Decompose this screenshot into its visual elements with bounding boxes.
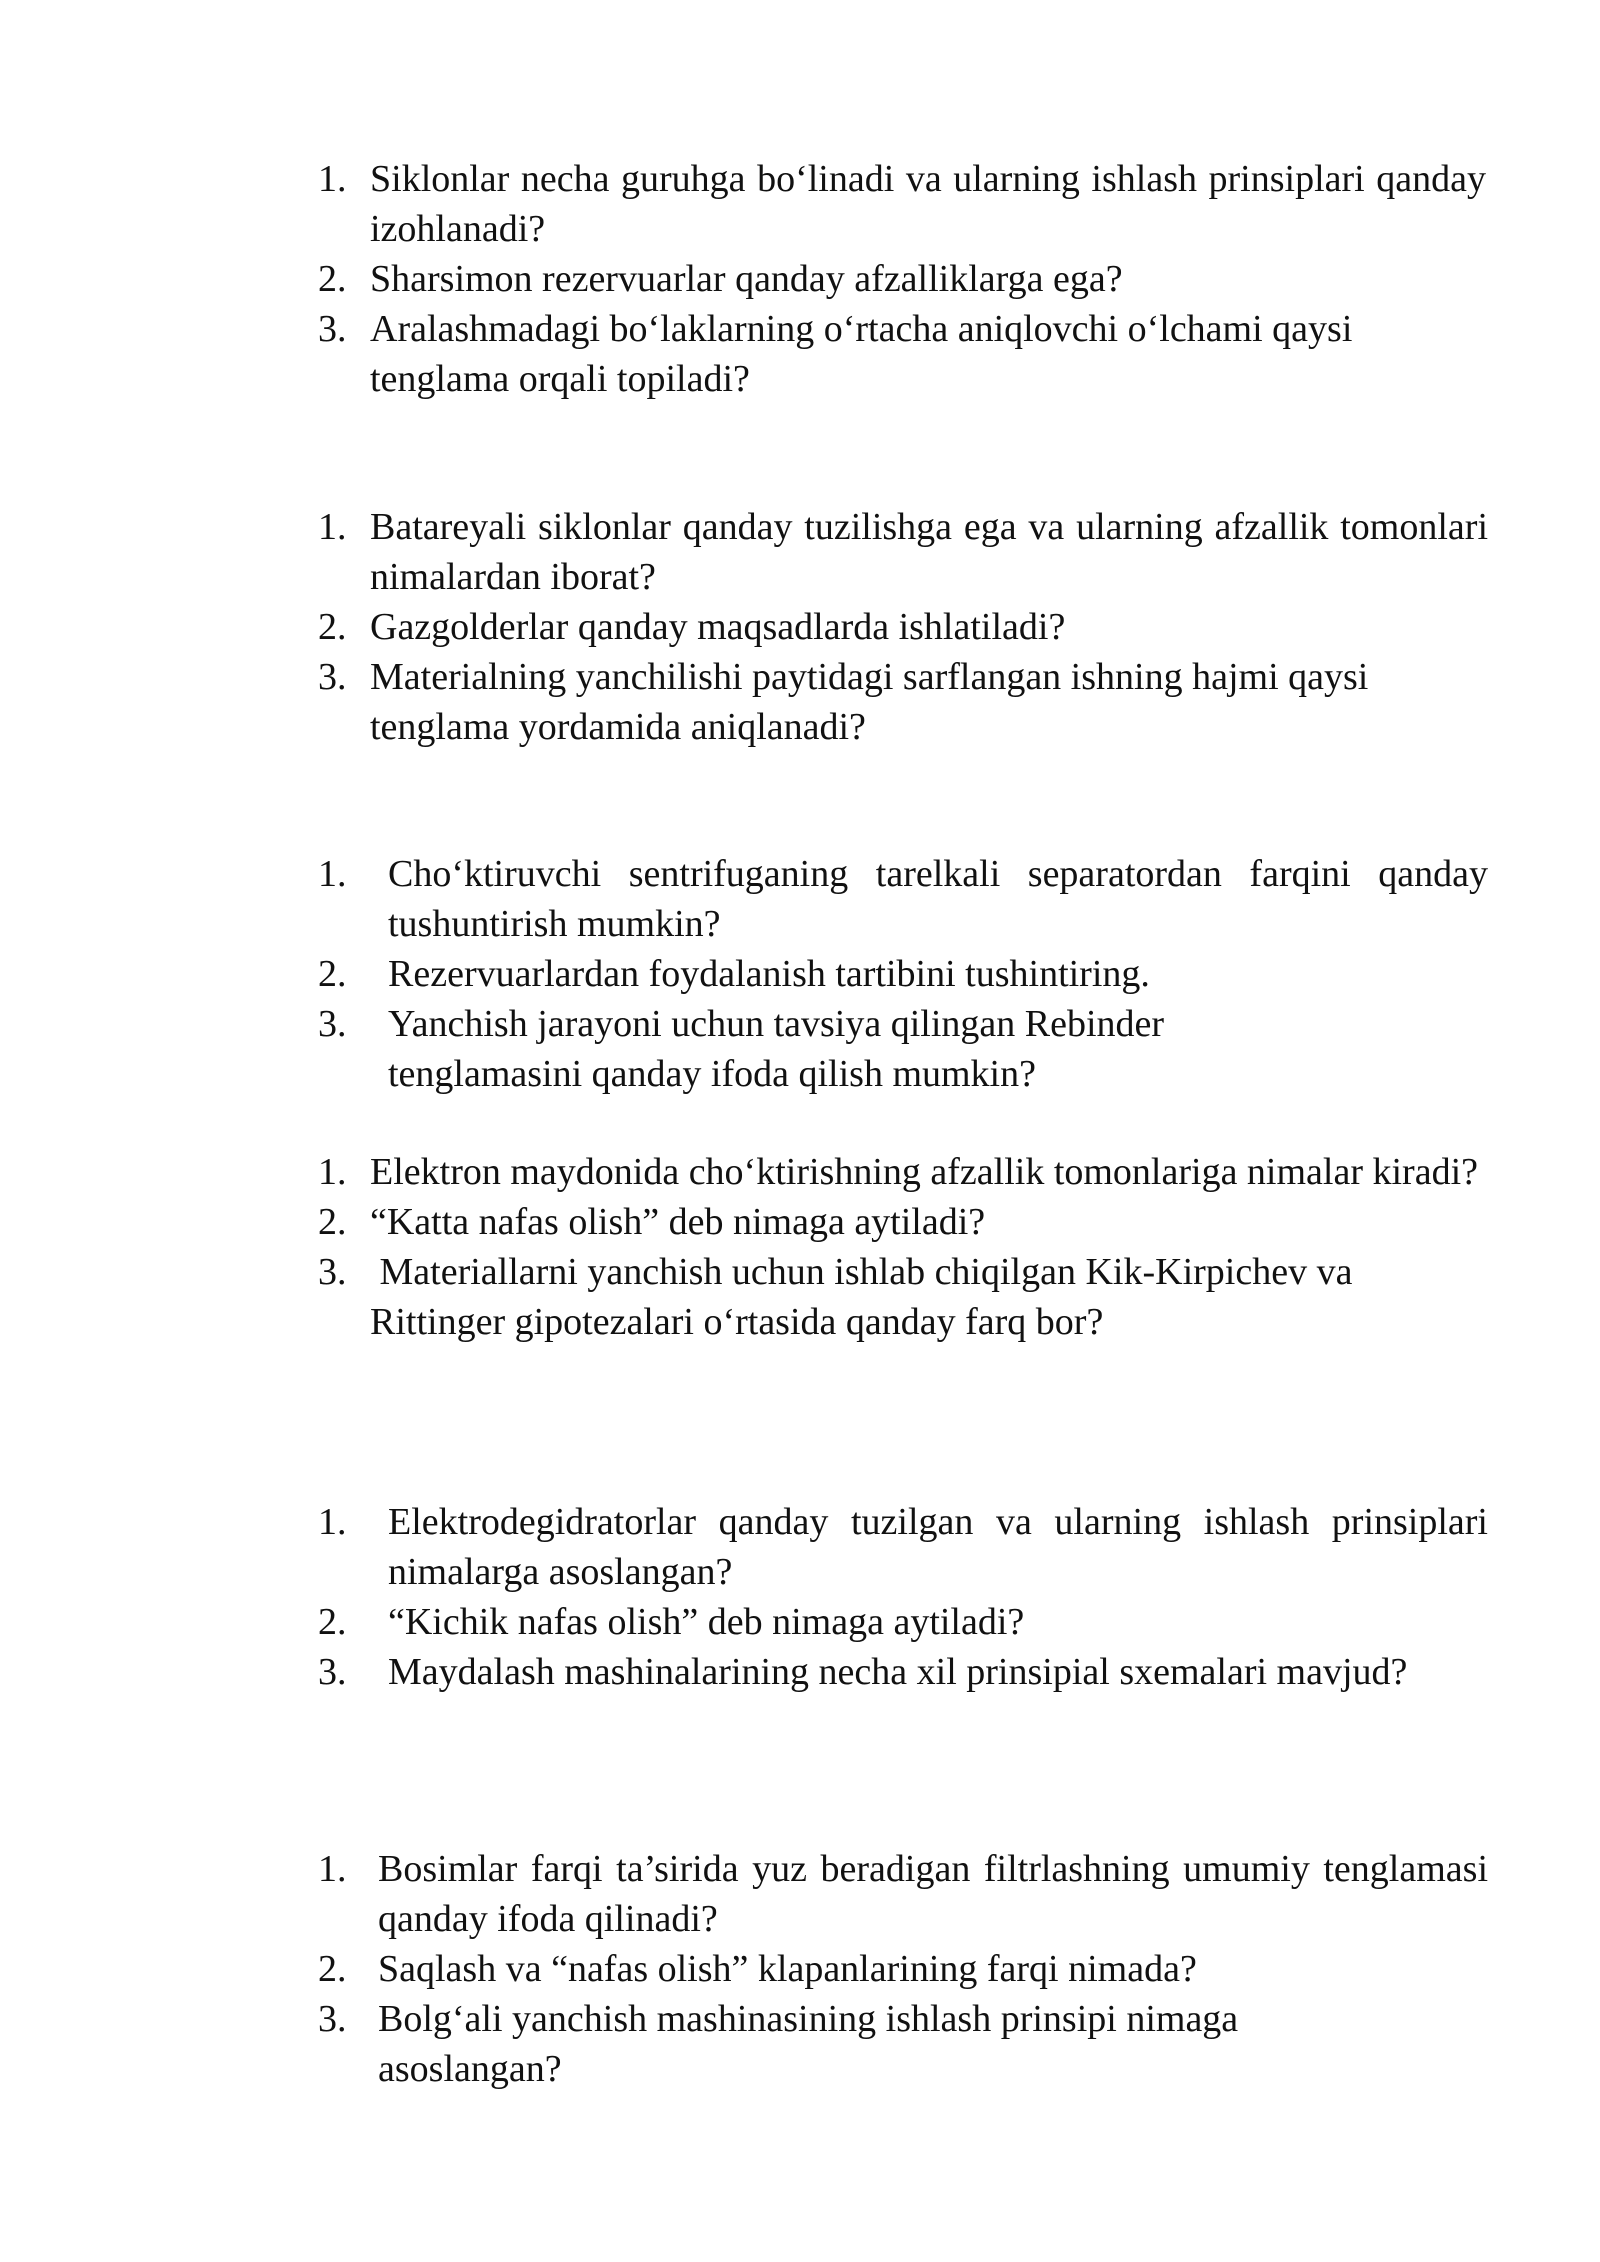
question-text: Rezervuarlardan foydalanish tartibini tushintiring.	[388, 953, 1150, 995]
question-item	[318, 1944, 1488, 1994]
question-item	[318, 1994, 1488, 2094]
question-number: 3.	[318, 1251, 347, 1293]
question-number: 3.	[318, 308, 347, 350]
question-text: “Katta nafas olish” deb nimaga aytiladi?	[370, 1201, 986, 1243]
question-number: 2.	[318, 1948, 347, 1990]
question-item	[318, 652, 1488, 752]
question-number: 3.	[318, 1003, 347, 1045]
question-text: Bolg‘ali yanchish mashinasining ishlash prinsipi nimaga asoslangan?	[378, 1998, 1239, 2090]
question-item	[318, 254, 1486, 304]
question-text: Maydalash mashinalarining necha xil prinsipial sxemalari mavjud?	[388, 1651, 1408, 1693]
question-item	[318, 154, 1486, 254]
question-text: Materialning yanchilishi paytidagi sarflangan ishning hajmi qaysi tenglama yordamida aniqlanadi?	[370, 656, 1369, 748]
question-item	[318, 1247, 1496, 1347]
question-number: 3.	[318, 1998, 347, 2040]
question-group-2	[318, 502, 1488, 752]
question-text: Elektrodegidratorlar qanday tuzilgan va ularning ishlash prinsiplari nimalarga asoslangan?	[388, 1501, 1488, 1593]
question-text: Batareyali siklonlar qanday tuzilishga ega va ularning afzallik tomonlari nimalardan iborat?	[370, 506, 1488, 598]
question-number: 1.	[318, 1501, 347, 1543]
question-text: Aralashmadagi bo‘laklarning o‘rtacha aniqlovchi o‘lchami qaysi tenglama orqali topiladi?	[370, 308, 1353, 400]
question-number: 1.	[318, 853, 347, 895]
question-number: 1.	[318, 1151, 347, 1193]
question-item	[318, 1597, 1488, 1647]
question-number: 1.	[318, 1848, 347, 1890]
question-item	[318, 849, 1488, 949]
question-item	[318, 1197, 1496, 1247]
question-text: “Kichik nafas olish” deb nimaga aytiladi?	[388, 1601, 1025, 1643]
question-group-1	[318, 154, 1488, 404]
question-text: Bosimlar farqi ta’sirida yuz beradigan filtrlashning umumiy tenglamasi qanday ifoda qilinadi?	[378, 1848, 1488, 1940]
question-item	[318, 602, 1488, 652]
question-item	[318, 1147, 1496, 1197]
question-text: Cho‘ktiruvchi sentrifuganing tarelkali separatordan farqini qanday tushuntirish mumkin?	[388, 853, 1488, 945]
question-number: 2.	[318, 953, 347, 995]
question-group-5	[318, 1497, 1488, 1697]
question-group-6	[318, 1844, 1488, 2094]
question-group-3	[318, 849, 1488, 1099]
question-item	[318, 304, 1486, 404]
question-number: 2.	[318, 606, 347, 648]
question-text: Siklonlar necha guruhga bo‘linadi va ularning ishlash prinsiplari qanday izohlanadi?	[370, 158, 1486, 250]
question-number: 3.	[318, 1651, 347, 1693]
question-text: Elektron maydonida cho‘ktirishning afzallik tomonlariga nimalar kiradi?	[370, 1151, 1478, 1193]
question-text: Gazgolderlar qanday maqsadlarda ishlatiladi?	[370, 606, 1066, 648]
question-item	[318, 502, 1488, 602]
question-text: Yanchish jarayoni uchun tavsiya qilingan Rebinder tenglamasini qanday ifoda qilish mumkin?	[388, 1003, 1165, 1095]
question-item	[318, 949, 1488, 999]
question-number: 2.	[318, 1201, 347, 1243]
question-text: Saqlash va “nafas olish” klapanlarining farqi nimada?	[378, 1948, 1197, 1990]
question-text: Sharsimon rezervuarlar qanday afzalliklarga ega?	[370, 258, 1123, 300]
question-item	[318, 999, 1488, 1099]
question-number: 2.	[318, 1601, 347, 1643]
question-number: 2.	[318, 258, 347, 300]
question-number: 3.	[318, 656, 347, 698]
question-item	[318, 1844, 1488, 1944]
question-group-4	[318, 1147, 1488, 1347]
question-item	[318, 1647, 1488, 1697]
question-item	[318, 1497, 1488, 1597]
question-number: 1.	[318, 158, 347, 200]
question-number: 1.	[318, 506, 347, 548]
question-text: Materiallarni yanchish uchun ishlab chiqilgan Kik-Kirpichev va Rittinger gipotezalari o‘rtasida qanday farq bor?	[370, 1251, 1362, 1343]
